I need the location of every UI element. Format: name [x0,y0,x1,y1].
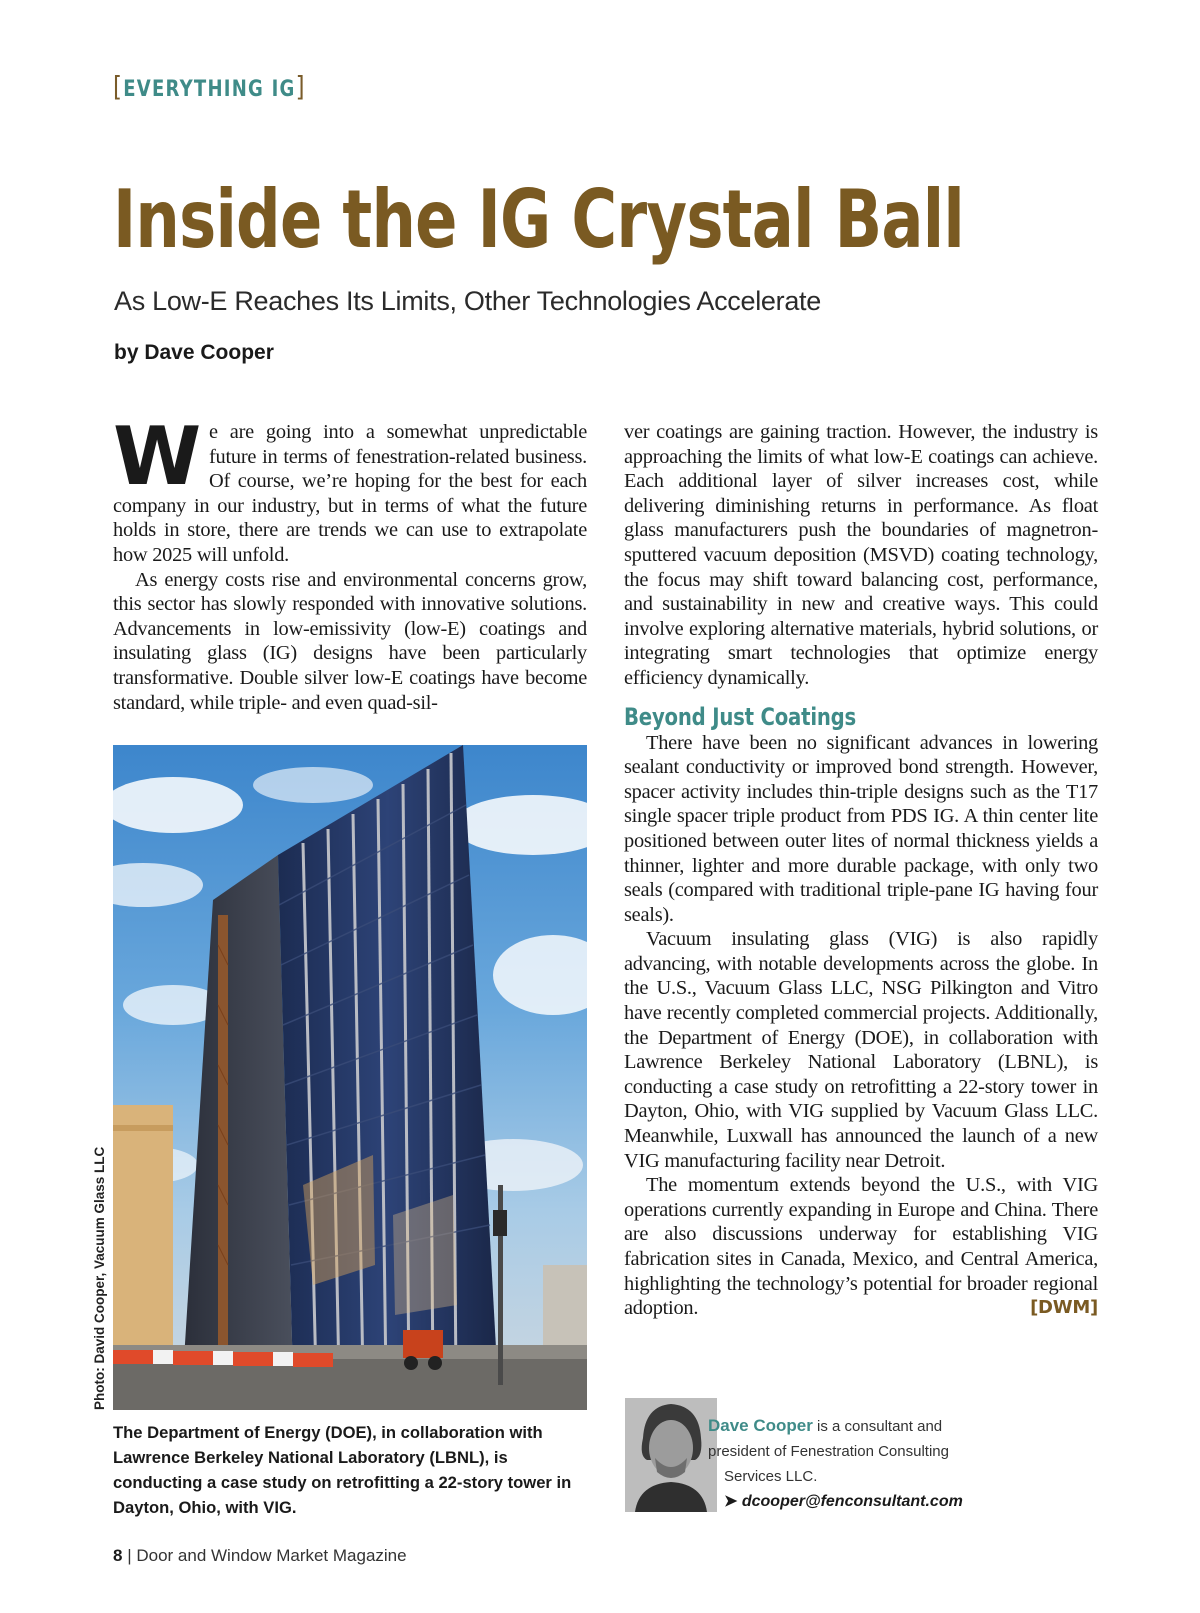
paragraph-2: As energy costs rise and environmental concerns grow, this sector has slowly responded with innovative solutions. Advancements in low-emissivity (low-E) coatings and insulating glass (IG) designs have been particularly transformative. Double silver low-E coatings have become standard, while triple- and even quad-sil- [113,568,587,714]
author-email-link[interactable]: dcooper@fenconsultant.com [741,1493,963,1510]
article-byline: by Dave Cooper [114,341,274,364]
paragraph-1-text: e are going into a somewhat unpredictable future in terms of fenestration-related business. Of course, we’re hoping for the best for each company in our industry, but in terms of what the future holds in store, there are trends we can use to extrapolate how 2025 will unfold. [113,421,587,566]
footer-separator: | [127,1546,132,1565]
author-bio [708,1413,1008,1514]
left-column [113,410,587,715]
section-label: EVERYTHING IG [123,77,296,102]
photo-credit: Photo: David Cooper, Vacuum Glass LLC [92,1146,107,1410]
bio-email-line [708,1489,1008,1514]
paragraph-2-continued: ver coatings are gaining traction. However, the industry is approaching the limits of what low-E coatings can achieve. Each additional layer of silver increases cost, while delivering diminishing returns in performance. As float glass manufacturers push the boundaries of magnetron-sputtered vacuum deposition (MSVD) coating technology, the focus may shift toward balancing cost, performance, and sustainability in new and creative ways. This could involve exploring alternative materials, hybrid solutions, or integrating smart technologies that optimize energy efficiency dynamically. [624,421,1098,689]
paragraph-5-text: The momentum extends beyond the U.S., with VIG operations currently expanding in Europe and China. There are also discussions underway for establishing VIG fabrication sites in Canada, Mexico, and Central America, highlighting the technology’s potential for broader regional adoption. [624,1174,1098,1320]
section-tag [113,70,306,103]
article-title: Inside the IG Crystal Ball [113,173,964,266]
paragraph-1 [113,410,587,568]
drop-cap: W [113,410,201,503]
photo-caption: The Department of Energy (DOE), in collaboration with Lawrence Berkeley National Laboratory (LBNL), is conducting a case study on retrofitting a 22-story tower in Dayton, Ohio, with VIG. [113,1423,572,1517]
bio-line-3: Services LLC. [724,1468,818,1485]
article-subtitle: As Low-E Reaches Its Limits, Other Technologies Accelerate [114,286,821,316]
paragraph-5 [624,1173,1098,1321]
section-bracket-open: [ [113,70,124,103]
building-photo [113,745,587,1410]
publication-name: Door and Window Market Magazine [136,1546,407,1565]
bio-line-1-text: is a consultant and [812,1418,943,1435]
author-photo [625,1398,717,1512]
bio-name: Dave Cooper [708,1416,813,1435]
right-column [624,420,1098,1321]
page-footer [113,1546,407,1566]
paragraph-4: Vacuum insulating glass (VIG) is also rapidly advancing, with notable developments across the globe. In the U.S., Vacuum Glass LLC, NSG Pilkington and Vitro have recently completed commercial projects. Additionally, the Department of Energy (DOE), in collaboration with Lawrence Berkeley National Laboratory (LBNL), is conducting a case study on retrofitting a 22-story tower in Dayton, Ohio, with VIG supplied by Vacuum Glass LLC. Meanwhile, Luxwall has announced the launch of a new VIG manufacturing facility near Detroit. [624,928,1098,1172]
end-mark: [DWM] [1030,1297,1098,1319]
arrow-icon: ➤ [724,1493,738,1510]
bio-line-1 [708,1413,1008,1439]
bio-line-2: president of Fenestration Consulting [708,1443,949,1460]
page-number: 8 [113,1546,123,1565]
section-bracket-close: ] [295,70,306,103]
subsection-heading: Beyond Just Coatings [624,702,857,731]
paragraph-3: There have been no significant advances in lowering sealant conductivity or improved bond strength. However, spacer activity includes thin-triple designs such as the T17 single spacer triple product from PDS IG. A thin center lite positioned between outer lites of normal thickness yields a thinner, lighter and more durable package, with only two seals (compared with traditional triple-pane IG having four seals). [624,731,1098,926]
